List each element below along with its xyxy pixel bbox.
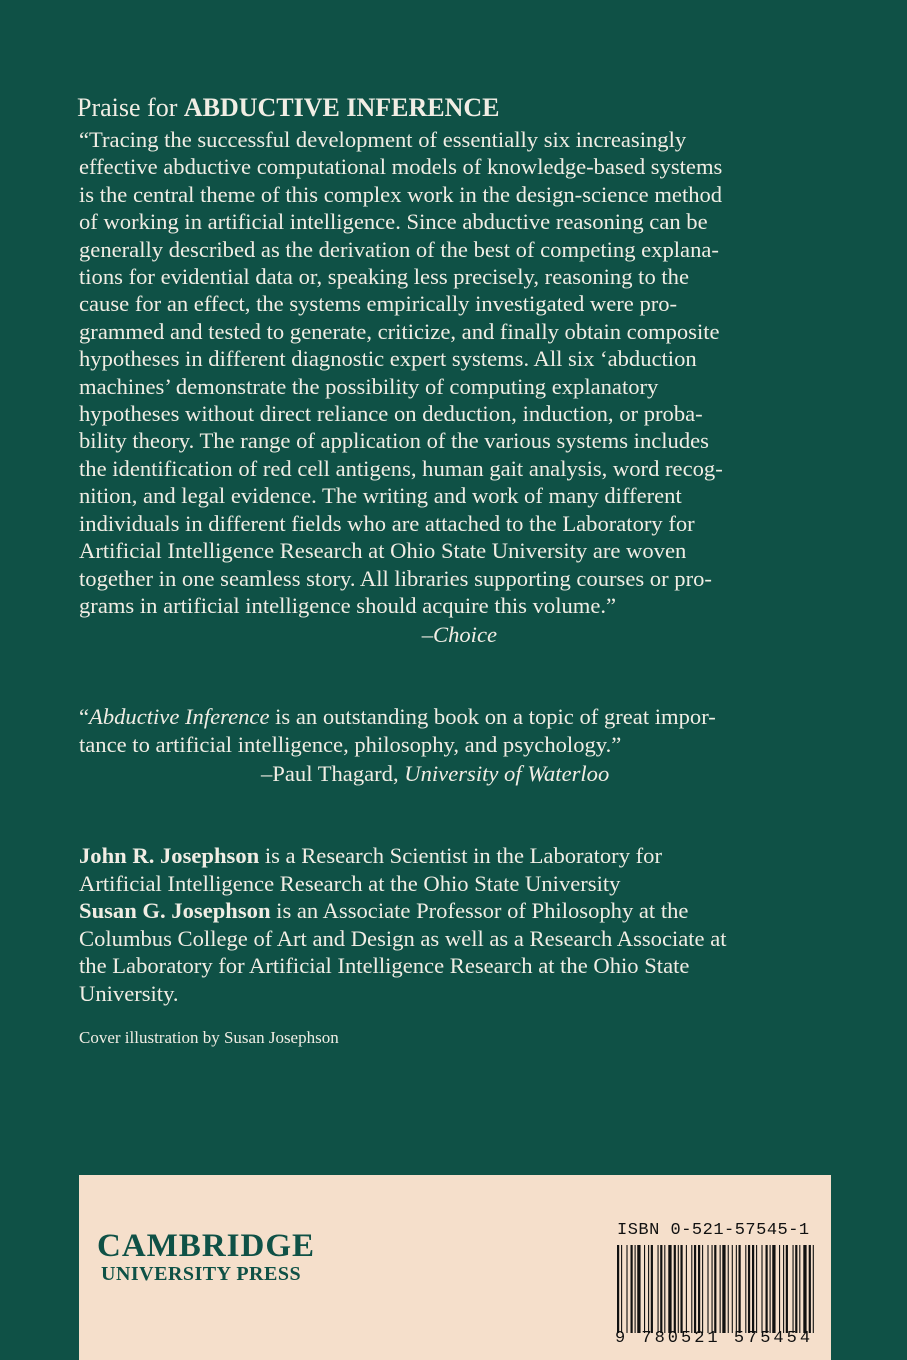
barcode-bar (631, 1245, 633, 1333)
thagard-affiliation: University of Waterloo (404, 761, 610, 787)
barcode-bar (809, 1245, 811, 1333)
bio-name-john: John R. Josephson (79, 843, 260, 869)
barcode-bar (712, 1245, 713, 1333)
barcode-bar (803, 1245, 806, 1333)
thagard-open-quote: “ (79, 704, 90, 730)
barcode-bar (658, 1245, 659, 1333)
barcode-bar (720, 1245, 721, 1333)
barcode-bar (732, 1245, 733, 1333)
thagard-book-title: Abductive Inference (89, 704, 270, 730)
barcode-bar (617, 1245, 619, 1333)
barcode-bar (722, 1245, 725, 1333)
thagard-review-quote (79, 703, 834, 758)
isbn-digits: 9 780521 575454 (615, 1329, 814, 1348)
barcode-bar (714, 1245, 716, 1333)
barcode-bar (783, 1245, 784, 1333)
barcode-bar (660, 1245, 662, 1333)
barcode-bar (813, 1245, 814, 1333)
praise-heading (77, 92, 834, 124)
barcode-bar (770, 1245, 771, 1333)
barcode-bar (752, 1245, 754, 1333)
barcode-bar (736, 1245, 737, 1333)
barcode-bar (694, 1245, 696, 1333)
barcode-bar (761, 1245, 762, 1333)
barcode-icon (617, 1245, 817, 1333)
author-bios (79, 842, 834, 1007)
barcode-bar (793, 1245, 794, 1333)
praise-prefix: Praise for (77, 93, 184, 122)
barcode-bar (637, 1245, 640, 1333)
barcode-bar (702, 1245, 703, 1333)
publisher-name: CAMBRIDGE (97, 1228, 316, 1264)
cover-illustration-credit: Cover illustration by Susan Josephson (79, 1028, 339, 1048)
publisher-box (79, 1175, 831, 1360)
barcode-bar (626, 1245, 627, 1333)
barcode-bar (748, 1245, 750, 1333)
barcode-bar (651, 1245, 653, 1333)
barcode-bar (648, 1245, 649, 1333)
thagard-quote-text: is an outstanding book on a topic of great impor- tance to artificial intelligence, philosophy, and psychology.” (79, 704, 716, 757)
barcode-bar (739, 1245, 741, 1333)
barcode-bar (707, 1245, 708, 1333)
barcode-bar (680, 1245, 682, 1333)
isbn-label: ISBN 0-521-57545-1 (617, 1221, 810, 1240)
thagard-attribution (79, 760, 834, 788)
choice-review-quote: “Tracing the successful development of essentially six increasingly effective abductive computational models of knowledge-based systems is the central theme of this complex work in the design-science method of working in artificial intelligence. Since abductive reasoning can be generally described as the derivation of the best of competing explana- tions for evidential data or, speaking less precisely, reasoning to the cause for an effect, the systems empirically investigated were pro- grammed and tested to generate, criticize, and finally obtain composite hypotheses in different diagnostic expert systems. All six ‘abduction machines’ demonstrate the possibility of computing explanatory hypotheses without direct reliance on deduction, induction, or proba- bility theory. The range of application of the various systems includes the identification of red cell antigens, human gait analysis, word recog- nition, and legal evidence. The writing and work of many different individuals in different fields who are attached to the Laboratory for Artificial Intelligence Research at Ohio State University are woven together in one seamless story. All libraries supporting courses or pro- grams in artificial intelligence should acquire this volume.” (79, 127, 723, 618)
barcode-bar (664, 1245, 665, 1333)
barcode-bar (728, 1245, 729, 1333)
barcode-bar (691, 1245, 692, 1333)
publisher-subname: UNIVERSITY PRESS (101, 1263, 302, 1285)
barcode-bar (686, 1245, 687, 1333)
bio-name-susan: Susan G. Josephson (79, 898, 271, 924)
barcode-bar (799, 1245, 800, 1333)
cambridge-logo (97, 1229, 315, 1285)
barcode-bar (621, 1245, 622, 1333)
barcode-bar (756, 1245, 757, 1333)
barcode-bar (786, 1245, 788, 1333)
book-title: ABDUCTIVE INFERENCE (183, 93, 500, 122)
barcode-bar (635, 1245, 636, 1333)
barcode-bar (668, 1245, 671, 1333)
barcode-bar (779, 1245, 780, 1333)
barcode-bar (674, 1245, 676, 1333)
thagard-name: –Paul Thagard, (261, 761, 405, 787)
bio-text-john: is a Research Scientist in the Laboratory for Artificial Intelligence Research at the Ohio State University (79, 843, 662, 896)
barcode-bar (745, 1245, 746, 1333)
barcode-bar (678, 1245, 679, 1333)
back-cover-text (79, 92, 834, 1049)
bio-text-susan: is an Associate Professor of Philosophy at the Columbus College of Art and Design as well as a Research Associate at the Laboratory for Artificial Intelligence Research at the Ohio State University. (79, 898, 727, 1006)
choice-attribution: –Choice (421, 622, 497, 648)
barcode-bar (795, 1245, 797, 1333)
barcode-bar (698, 1245, 700, 1333)
barcode-bar (644, 1245, 645, 1333)
barcode-bar (772, 1245, 775, 1333)
barcode-bar (766, 1245, 768, 1333)
